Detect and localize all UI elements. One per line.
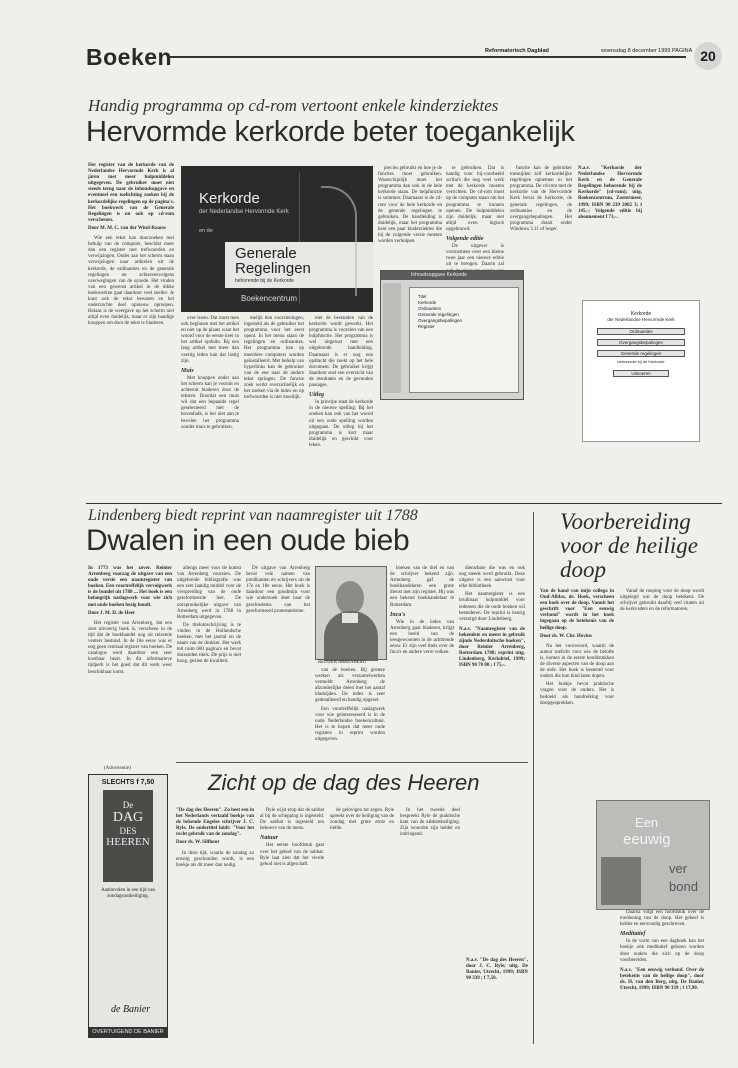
article2-kicker: Lindenberg biedt reprint van naamregister uit 1788 (88, 507, 418, 524)
article3-headline: Voorbereiding voor de heilige doop (560, 509, 698, 582)
article3-body5: In de vorm van een dagboek kan het boekje ook meditatief gelezen worden door ouders die zich op de doop voorbereiden. (620, 939, 704, 963)
article4-col1 (176, 808, 254, 1036)
article2-sub-incas: Inca's (390, 611, 406, 618)
article1-col8 (578, 166, 642, 270)
article2-body9: dienstbare die was en ook nog steeds werd gebruikt. Deze uitgave is een aanwinst voor elke bibliotheek. (459, 566, 525, 590)
article2-body8: Wie in de index van Arrenberg gaat bladeren, krijgt een beeld van de leesgewoonten in de achttiende eeuw. Er zijn veel titels over de Inca's en andere verre volken. (390, 619, 454, 656)
article2-col3 (246, 566, 310, 756)
article2-col2 (177, 566, 241, 756)
article4-body5: In het tweede deel bespreekt Ryle de praktische kant van de sabbatsheiliging. Zijn woorden zijn helder en indringend. (400, 808, 460, 838)
diagram-box: Ordinanties (597, 328, 685, 335)
article2-body5: van de boeken. Bij grotere werken als verzamelwerken vermeldt Arrenberg de afzonderlijke delen met het aantal bladzijden. De index is zeer gedetailleerd en handig opgezet. (315, 668, 385, 704)
ad-label: (Advertentie) (104, 766, 131, 771)
article2-body2: allengs meer voor de komst van Arrenberg voorzien. De uitgebreide bibliografie was een zeer handig middel voor de verspreiding van de oude gereformeerde leer. De oorspronkelijke uitgave van Arrenberg werd in 1788 in Rotterdam uitgegeven. (177, 566, 241, 620)
article1-body9: De uitgever is voornemens over een kleine twee jaar een nieuwe editie uit te brengen. Daarin zal (446, 244, 504, 268)
article3-byline: Door ds. W. Chr. Hovius (540, 633, 592, 639)
article1-body5: met de bestanden van de kerkorde wordt gewerkt. Het programma is voorzien van een hulpfunctie. Het programma is wel uitgerust met een uitgebreide handleiding. Daarnaast is er nog een opdracht die zoekt op het hele document. De gebruiker krijgt daardoor snel een overzicht van de resultaten en de gevonden passages. (309, 316, 373, 389)
article1-note: N.a.v. "Kerkorde der Nederlandse Hervormde Kerk en de Generale Regelingen behorende bij de Kerkorde" (cd-rom); uitg. Boekencentrum, Zoetermeer, 1999; ISBN 90 239 2002 3; f 145,-; Volgende editie bij abonnement f 73,-. (578, 166, 642, 220)
article1-lead: Het register van de kerkorde van de Nederlandse Hervormde Kerk is al jaren met meer hulpmiddelen uitgegeven. De gebruiker moet niet steeds terug naar de inhoudsopgave en eventueel een toelichting zoeken bij de kerkordelijke regelingen op de pagina's. Het boekwerk van de Generale Regelingen is nu ook op cd-rom verschenen. (88, 163, 174, 223)
article2-body3: De titelomschrijving is te vinden in de Hollandsche boeken, met het jaartal en de naam van de drukker. Het werk telt ruim 600 pagina's en bevat duizenden titels. De prijs is niet hoog, gezien de kwaliteit. (177, 622, 241, 665)
article3-body3: Het boekje bevat praktische vragen voor de ouders. Het is bedoeld als handreiking voor doopgesprekken. (540, 682, 614, 706)
cover3-word1: Een (635, 815, 659, 830)
portrait-caption: REINIER ARRENBERG (318, 660, 367, 665)
advertisement (88, 774, 168, 1038)
ad-footer: OVERTUIGEND DE BANIER (89, 1027, 167, 1037)
article4-col5 (466, 808, 528, 1036)
divider-2 (176, 762, 528, 763)
article4-body4: de gelovigen tot zegen. Ryle spreekt over de heiliging van de zondag met grote ernst en liefde. (330, 808, 395, 832)
article2-lead: In 1773 was het zover. Reinier Arrenberg voorzag de uitgave van een oude versie een naamregister van boeken. Een voortreffelijk vervolgwerk is de bundel uit 1788 ... Het boek is een belangrijk naslagwerk voor wie zich met oude boeken bezig houdt. (88, 566, 172, 608)
article2-byline: Door J. M. D. de Heer (88, 610, 136, 616)
diagram-box: Overgangsbepalingen (597, 339, 685, 346)
article1-body2: over lezen. Dat moet men ook beginnen met het artikel en niet op de plaats waar het woord voor de eerste keer in het artikel opduikt. Bij een lang artikel met meer dan veertig leden kan dat lastig zijn. (181, 316, 239, 364)
article1-body7: precies gebruikt en hoe je de functies moet gebruiken. Waarschijnlijk moet het programma dan ook in de hele kerkorde staan. De helpfunctie is summier. Daarnaast is de cd-rom voor de hele kerkorde en de generale regelingen te gebruiken. De handleiding is duidelijk, maar het programma kent een paar kinderziektes die bij de volgende versie moeten worden verholpen. (378, 166, 442, 245)
issue-date: woensdag 8 december 1999 PAGINA (598, 48, 695, 54)
ad-title-heeren: HEEREN (106, 836, 150, 848)
article1-col7 (510, 166, 572, 270)
diagram-caption: behorende bij de Kerkorde (617, 359, 665, 364)
article2-body4: De uitgave van Arrenberg bevat vele namen van predikanten en schrijvers uit de 17e en 18e eeuw. Het boek is daardoor een goudmijn voor wie onderzoek doet naar de geschiedenis van het gereformeerd protestantisme. (246, 566, 310, 614)
ad-title-dag: DAG (112, 810, 144, 825)
cover-title: Kerkorde (199, 190, 260, 207)
screenshot-item: Titel (418, 294, 427, 299)
ad-publisher: de Banier (111, 1004, 151, 1015)
article4-col3 (330, 808, 394, 1036)
article4-note: N.a.v. "De dag des Heeren", door J. C. Ryle; uitg. De Banier, Utrecht, 1999; ISBN 90 339 ; f 7,50. (466, 958, 528, 982)
article1-headline: Hervormde kerkorde beter toegankelijk (86, 116, 575, 148)
section-title: Boeken (86, 44, 173, 70)
screenshot-item: Generale regelingen (418, 312, 459, 317)
header-rule (168, 56, 686, 58)
article4-col4 (400, 808, 460, 1036)
ad-title-de: De (122, 800, 134, 810)
article1-kicker: Handig programma op cd-rom vertoont enkele kinderziektes (88, 96, 499, 115)
masthead: Reformatorisch Dagblad (482, 48, 552, 54)
cover3-photo (601, 857, 641, 905)
article2-col5 (390, 566, 454, 756)
screenshot-item: Register (418, 324, 435, 329)
cdrom-screenshot (380, 270, 524, 400)
article1-col1 (88, 163, 174, 498)
article3-col2 (620, 589, 704, 799)
article1-body3: Met knoppen onder aan het scherm kan je vooruit en achteruit bladeren door de teksten. Doordat een muis wil dat een bepaalde regel geselecteerd met de bovenbalk, is het niet aan te bevelen het programma zonder muis te gebruiken. (181, 375, 239, 430)
article1-byline: Door M. M. C. van der Wind-Raauw (88, 225, 167, 231)
cover3-word3: ver (669, 861, 688, 876)
article3-col3 (620, 910, 704, 1038)
kerkorde-diagram (582, 300, 700, 442)
article1-body6: In principe staat de kerkorde in de nieuwe spelling. Bij het zoeken kan ook van het woord uit een oude spelling worden uitgegaan. De uitleg bij het programma is kort maar duidelijk en geschikt voor leken. (309, 400, 373, 448)
article4-body2: Het eerste hoofdstuk gaat over het gebod van de sabbat. Ryle laat zien dat het vierde gebod niet is afgeschaft. (260, 843, 324, 867)
article4-lead: "De dag des Heeren". Zo heet een in het Nederlands vertaald boekje van de bekende Engelse schrijver J. C. Ryle. De ondertitel luidt: "Voor het recht gebruik van de zondag". (176, 808, 254, 838)
article2-col6 (459, 566, 525, 756)
article1-col3 (244, 316, 304, 498)
ad-book-cover (103, 790, 153, 882)
page-header (86, 44, 722, 70)
divider-1 (86, 503, 722, 504)
diagram-box: Uitvoeren (613, 370, 669, 377)
article1-body10: functie kan de gebruiker toesnijden zelf kerkordelijke regelingen opnemen in het programma. De cd-rom met de kerkorde van de Hervormde Kerk bevat de kerkorde, de generale regelingen, de ordinanties en de overgangsbepalingen. Het programma draait onder Windows 3.11 of hoger. (510, 166, 572, 232)
article1-body4: melijk tien voorzieningen, ingesteld als de gebruiker het programma voor het eerst opent. In het menu staan de regelingen en ordinanties. Het programma kan op meerdere computers worden geïnstalleerd. Met behulp van hyperlinks kan de gebruiker van de ene naar de andere tekst springen. De functie zoek werkt overzichtelijk en het zoeken via de index en op trefwoorden is niet moeilijk. (244, 316, 304, 401)
cover-publisher: Boekencentrum (241, 294, 298, 303)
article2-body7: boeken van de titel en van de schrijver bekend zijn. Arrenberg gaf de boekhandelaren een grote dienst met zijn register. Hij was een bekend boekhandelaar te Rotterdam. (390, 566, 454, 608)
cover-subtitle2: behorende bij de Kerkorde (235, 278, 294, 284)
screenshot-titlebar: Inhoudsopgave Kerkorde (381, 271, 523, 280)
article1-col5 (378, 166, 442, 264)
article1-sub-muis: Muis (181, 367, 194, 374)
article3-body2: Vanaf de roeping voor de doop wordt uitgelegd wat de doop betekent. De schrijver gebruikt daarbij veel citaten uit de kerkvaders en de reformatoren. (620, 589, 704, 613)
article3-lead: Van de hand van mijn collega in Oud-Alblas, ds. Hoek, verscheen een boek over de doop. Vanuit het geschrift voor "Een eeuwig verbond" wordt in het boek ingegaan op de betekenis van de heilige doop. (540, 589, 614, 631)
ad-title-des: DES (119, 826, 137, 836)
article4-byline: Door ds. W. Silfhout (176, 840, 220, 846)
article3-note: N.a.v. "Een eeuwig verbond. Over de betekenis van de heilige doop", door ds. H. van den Berg, uitg. De Banier, Utrecht, 1999; ISBN 90 339 ; f 17,90. (620, 967, 704, 992)
screenshot-item: Ordinanties (418, 306, 442, 311)
arrenberg-portrait (315, 566, 387, 660)
ad-price: SLECHTS f 7,50 (101, 779, 155, 786)
diagram-box: Generale regelingen (597, 350, 685, 357)
article3-body4: Daarna volgt een hoofdstuk over de toediening van de doop. Het geheel is helder en eenvoudig geschreven. (620, 910, 704, 928)
screenshot-item: Kerkorde (418, 300, 437, 305)
article1-sub-uitleg: Uitleg (309, 392, 324, 399)
article1-col6 (446, 166, 504, 268)
column-rule (533, 512, 534, 1044)
ad-blurb: Aanbevolen in een tijd van zondagsontheiliging. (101, 888, 155, 899)
article4-sub-natuur: Natuur (260, 835, 279, 842)
article1-col4 (309, 166, 373, 498)
cover3-word2: eeuwig (623, 831, 671, 848)
article1-body8: te gebruiken. Dat is handig voor hij-voorbeeld scriba's die nog veel werk met de kerkorde moeten verrichten. De cd-rom moet op de computer staan om het programma te kunnen openen. De hulpmiddelen zijn duidelijk, maar niet altijd even logisch opgebouwd. (446, 166, 504, 232)
article2-note: N.a.v. "Naamregister van de bekendste en meest in gebruik zijnde Nederduitsche boeken", door Reinier Arrenberg, Rotterdam 1788; reprint uitg. Lindenberg, Kerkdriel, 1999; ISBN 90 70 80 ; f 75,-. (459, 626, 525, 669)
article4-body1: In deze tijd, waarin de zondag zo ernstig geschonden wordt, is een boekje als dit meer dan nodig. (176, 850, 254, 868)
cover-and: en de (199, 228, 213, 234)
page-number: 20 (694, 42, 722, 70)
eeuwig-verbond-cover (596, 800, 710, 910)
article1-body1: Wie een tekst kan doorzoeken met behulp van de computer, beschikt meer dan een register met trefwoorden en verwijzingen. Onder aan het scherm staan verwijzingen naar artikelen uit de kerkorde, de ordinanties en de generale regelingen en achtereenvolgens overwegingen van de synode. Het vinden van een gewenst artikel in de dikke boekwerken gaat daardoor veel sneller. Je kunt ook de tekst bewaren en het onderzochte deel opnieuw oproepen. Helaas is de weergave op het scherm niet altijd even duidelijk, maar er zijn handige knoppen om door de tekst te bladeren. (88, 236, 174, 327)
cover3-word4: bond (669, 879, 698, 894)
article3-sub-meditatief: Meditatief (620, 931, 646, 938)
article2-col4 (315, 668, 385, 756)
screenshot-item: Overgangsbepalingen (418, 318, 463, 323)
article2-col1 (88, 566, 172, 756)
article4-col2 (260, 808, 324, 1036)
article3-body1: Na het voorwoord, waarin de auteur toelicht voor wie de belofte is, komen in de eerste hoofdstukken de diverse aspecten van de doop aan de orde. Het boek is bestemd voor ouders die hun kind laten dopen. (540, 643, 614, 680)
article4-body3: Ryle wijst erop dat de sabbat al bij de schepping is ingesteld. De sabbat is ingesteld ten behoeve van de mens. (260, 808, 324, 832)
article4-headline: Zicht op de dag des Heeren (208, 770, 480, 795)
cover-subtitle: der Nederlandse Hervormde Kerk (199, 209, 289, 215)
article2-body1: Het register van Arrenberg, dat een zeer uitvoerig boek is, verscheen in de tijd dat de boekhandel nog uit reizende venters bestond. In de 18e eeuw was er nog geen centraal register van boeken. De catalogus werd daardoor een zeer kostbaar bezit. In dit informatieve tijdperk is het goed dat dit werk weer beschikbaar komt. (88, 620, 172, 675)
article1-col2 (181, 316, 239, 498)
article2-body10: Het naamregister is een bruikbaar hulpmiddel voor iedereen die de oude boeken wil bestuderen. De reprint is keurig verzorgd door Lindenberg. (459, 592, 525, 622)
article2-headline: Dwalen in een oude bieb (86, 524, 410, 557)
article1-sub-editie: Volgende editie (446, 236, 484, 243)
diagram-title: Kerkorde (630, 311, 652, 317)
article2-body6: Een voortreffelijk naslagwerk voor wie geïnteresseerd is in de oude Nederlandse boekencultuur. Het is te hopen dat meer oude registers in reprint worden uitgegeven. (315, 706, 385, 743)
diagram-subtitle: der Nederlandse Hervormde Kerk (607, 317, 675, 322)
cover-title2: Generale Regelingen (235, 245, 311, 277)
